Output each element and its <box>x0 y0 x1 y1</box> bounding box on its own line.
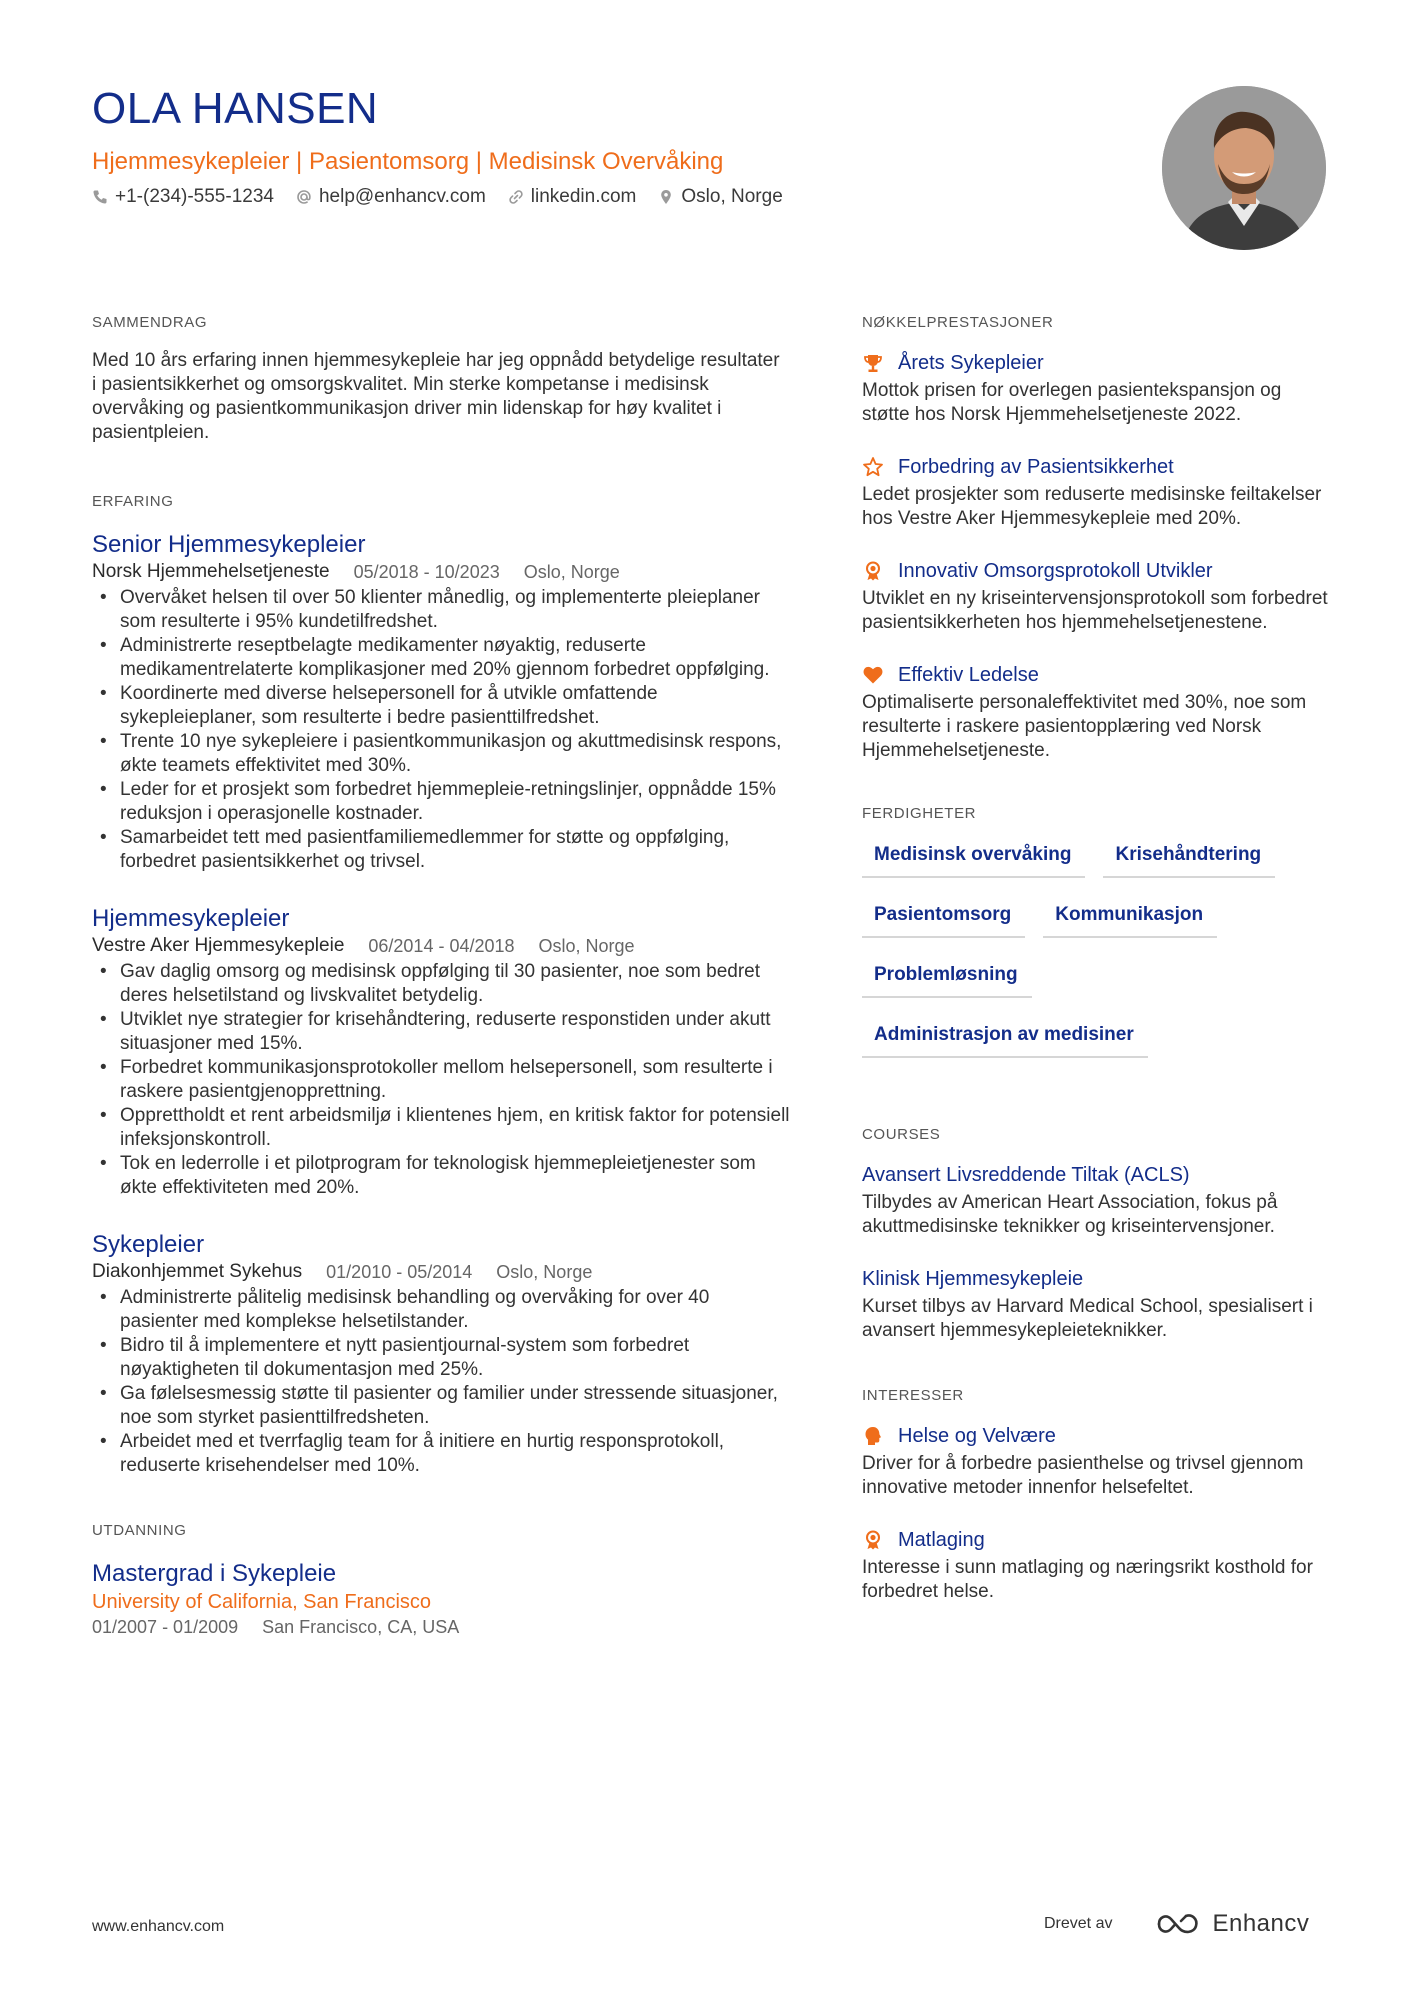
medal-icon <box>862 1529 884 1551</box>
interest-title: Matlaging <box>898 1529 985 1551</box>
achievement-item <box>862 557 1332 635</box>
section-title: NØKKELPRESTASJONER <box>862 314 1054 331</box>
contact-email[interactable] <box>296 186 486 208</box>
interest-title: Helse og Velvære <box>898 1425 1056 1447</box>
job-title: Senior Hjemmesykepleier <box>92 531 366 558</box>
job-company: Diakonhjemmet Sykehus <box>92 1261 303 1282</box>
course-desc: Kurset tilbys av Harvard Medical School, spesialisert i avansert hjemmesykepleieteknikker. <box>862 1296 1313 1341</box>
bullet-item: • Bidro til å implementere et nytt pasientjournal-system som forbedret nøyaktigheten til dokumentasjon med 25%. <box>92 1334 792 1382</box>
bullet-item: • Gav daglig omsorg og medisinsk oppfølging til 30 pasienter, noe som bedret deres helsetilstand og livskvalitet betydelig. <box>92 960 792 1008</box>
enhancv-logo[interactable] <box>1156 1910 1309 1938</box>
job-company: Norsk Hjemmehelsetjeneste <box>92 561 330 582</box>
course-item <box>862 1265 1332 1343</box>
right-column <box>862 314 1332 1630</box>
summary-section <box>92 314 792 445</box>
job-entry <box>92 1230 792 1478</box>
bullet-item: • Opprettholdt et rent arbeidsmiljø i klientenes hjem, en kritisk faktor for potensiell infeksjonskontroll. <box>92 1104 792 1152</box>
contact-linkedin[interactable] <box>508 186 637 208</box>
skill-tag: Pasientomsorg <box>862 902 1025 938</box>
bullet-item: • Utviklet nye strategier for krisehåndtering, reduserte responstiden under akutt situasjoner med 15%. <box>92 1008 792 1056</box>
course-title: Klinisk Hjemmesykepleie <box>862 1268 1084 1290</box>
achievement-item <box>862 453 1332 531</box>
contact-location <box>658 186 782 208</box>
job-entry <box>92 530 792 874</box>
courses-section <box>862 1126 1332 1343</box>
section-title: FERDIGHETER <box>862 805 977 822</box>
bullet-item: • Ga følelsesmessig støtte til pasienter og familier under stressende situasjoner, noe som styrket pasienttilfredsheten. <box>92 1382 792 1430</box>
achievements-section <box>862 314 1332 763</box>
job-dates: 01/2010 - 05/2014 <box>326 1262 473 1282</box>
phone-text: +1-(234)-555-1234 <box>115 186 274 207</box>
skill-tag: Problemløsning <box>862 962 1032 998</box>
left-column <box>92 314 792 1639</box>
interest-desc: Driver for å forbedre pasienthelse og trivsel gjennom innovative metoder innenfor helsefeltet. <box>862 1453 1304 1498</box>
bullet-item: • Overvåket helsen til over 50 klienter månedlig, og implementerte pleieplaner som resulterte i 95% kundetilfredshet. <box>92 586 792 634</box>
bullet-item: • Forbedret kommunikasjonsprotokoller mellom helsepersonell, som resulterte i raskere pasientgjenopprettning. <box>92 1056 792 1104</box>
trophy-icon <box>862 352 884 374</box>
bullet-item: • Administrerte pålitelig medisinsk behandling og overvåking for over 40 pasienter med komplekse helsetilstander. <box>92 1286 792 1334</box>
degree-title: Mastergrad i Sykepleie <box>92 1560 337 1587</box>
achievement-desc: Mottok prisen for overlegen pasientekspansjon og støtte hos Norsk Hjemmehelsetjeneste 2022. <box>862 380 1282 425</box>
school-name: University of California, San Francisco <box>92 1591 432 1613</box>
bullet-item: • Koordinerte med diverse helsepersonell for å utvikle omfattende sykepleieplaner, som resulterte i bedre pasienttilfredshet. <box>92 682 792 730</box>
section-title: INTERESSER <box>862 1387 964 1404</box>
avatar <box>1162 86 1326 250</box>
email-text: help@enhancv.com <box>318 186 486 207</box>
footer-website[interactable]: www.enhancv.com <box>92 1918 225 1935</box>
job-company: Vestre Aker Hjemmesykepleie <box>92 935 345 956</box>
skill-tag: Krisehåndtering <box>1103 842 1275 878</box>
contact-bar <box>92 186 805 208</box>
medal-icon <box>862 560 884 582</box>
job-dates: 05/2018 - 10/2023 <box>353 562 500 582</box>
phone-icon <box>92 189 108 205</box>
enhancv-logo-icon <box>1156 1911 1202 1937</box>
job-location: Oslo, Norge <box>523 562 620 582</box>
section-title: UTDANNING <box>92 1522 187 1539</box>
achievement-title: Forbedring av Pasientsikkerhet <box>898 456 1174 478</box>
bullet-item: • Administrerte reseptbelagte medikamenter nøyaktig, reduserte medikamentrelaterte komplikasjoner med 20% gjennom forbedret oppfølging. <box>92 634 792 682</box>
achievement-title: Effektiv Ledelse <box>898 664 1039 686</box>
interests-section <box>862 1387 1332 1604</box>
achievement-title: Innovativ Omsorgsprotokoll Utvikler <box>898 560 1213 582</box>
job-location: Oslo, Norge <box>538 936 635 956</box>
star-icon <box>862 456 884 478</box>
bullet-item: • Trente 10 nye sykepleiere i pasientkommunikasjon og akuttmedisinsk respons, økte teamets effektivitet med 30%. <box>92 730 792 778</box>
bullet-item: • Leder for et prosjekt som forbedret hjemmepleie-retningslinjer, oppnådde 15% reduksjon i operasjonelle kostnader. <box>92 778 792 826</box>
interest-item <box>862 1422 1332 1500</box>
bullet-item: • Arbeidet med et tverrfaglig team for å initiere en hurtig responsprotokoll, reduserte krisehendelser med 10%. <box>92 1430 792 1478</box>
job-bullets <box>92 586 792 874</box>
headline: Hjemmesykepleier | Pasientomsorg | Medisinsk Overvåking <box>92 148 724 175</box>
achievement-desc: Ledet prosjekter som reduserte medisinske feiltakelser hos Vestre Aker Hjemmesykepleie med 20%. <box>862 484 1322 529</box>
bullet-item: • Samarbeidet tett med pasientfamiliemedlemmer for støtte og oppfølging, forbedret pasientsikkerhet og trivsel. <box>92 826 792 874</box>
candidate-name: OLA HANSEN <box>92 84 379 133</box>
job-dates: 06/2014 - 04/2018 <box>368 936 515 956</box>
education-section <box>92 1522 792 1639</box>
profile-photo <box>1162 86 1326 250</box>
job-title: Sykepleier <box>92 1231 205 1258</box>
section-title: SAMMENDRAG <box>92 314 208 331</box>
education-dates: 01/2007 - 01/2009 <box>92 1617 239 1637</box>
achievement-desc: Optimaliserte personaleffektivitet med 30%, noe som resulterte i raskere pasientopplæring ved Norsk Hjemmehelsetjeneste. <box>862 692 1307 761</box>
location-pin-icon <box>658 189 674 205</box>
location-text: Oslo, Norge <box>681 186 783 207</box>
education-location: San Francisco, CA, USA <box>262 1617 460 1637</box>
powered-by-text: Drevet av <box>1044 1915 1113 1932</box>
link-icon <box>508 189 524 205</box>
linkedin-text: linkedin.com <box>530 186 637 207</box>
section-title: COURSES <box>862 1126 941 1143</box>
skills-section <box>862 805 1332 1082</box>
skill-tag: Kommunikasjon <box>1043 902 1217 938</box>
job-title: Hjemmesykepleier <box>92 905 290 932</box>
at-icon <box>296 189 312 205</box>
course-title: Avansert Livsreddende Tiltak (ACLS) <box>862 1164 1190 1186</box>
job-bullets <box>92 960 792 1200</box>
footer-brand <box>1044 1910 1309 1938</box>
achievement-title: Årets Sykepleier <box>898 352 1044 374</box>
bullet-item: • Tok en lederrolle i et pilotprogram for teknologisk hjemmepleietjenester som økte effektiviteten med 20%. <box>92 1152 792 1200</box>
contact-phone[interactable] <box>92 186 274 208</box>
summary-text: Med 10 års erfaring innen hjemmesykepleie har jeg oppnådd betydelige resultater i pasientsikkerhet og omsorgskvalitet. Min sterke kompetanse i medisinsk overvåking og pasientkommunikasjon driver min lidenskap for høy kvalitet i pasientpleien. <box>92 350 780 443</box>
brand-name: Enhancv <box>1212 1910 1310 1937</box>
job-location: Oslo, Norge <box>496 1262 593 1282</box>
interest-item <box>862 1526 1332 1604</box>
achievement-item <box>862 349 1332 427</box>
job-bullets <box>92 1286 792 1478</box>
interest-desc: Interesse i sunn matlaging og næringsrikt kosthold for forbedret helse. <box>862 1557 1313 1602</box>
achievement-desc: Utviklet en ny kriseintervensjonsprotokoll som forbedret pasientsikkerheten hos hjemmehelsetjenestene. <box>862 588 1328 633</box>
achievement-item <box>862 661 1332 763</box>
section-title: ERFARING <box>92 493 174 510</box>
heart-icon <box>862 664 884 686</box>
head-icon <box>862 1425 884 1447</box>
skill-tag: Medisinsk overvåking <box>862 842 1085 878</box>
job-entry <box>92 904 792 1200</box>
skills-list <box>862 842 1332 1082</box>
course-desc: Tilbydes av American Heart Association, fokus på akuttmedisinske teknikker og kriseintervensjoner. <box>862 1192 1278 1237</box>
experience-section <box>92 493 792 1478</box>
course-item <box>862 1161 1332 1239</box>
skill-tag: Administrasjon av medisiner <box>862 1022 1148 1058</box>
